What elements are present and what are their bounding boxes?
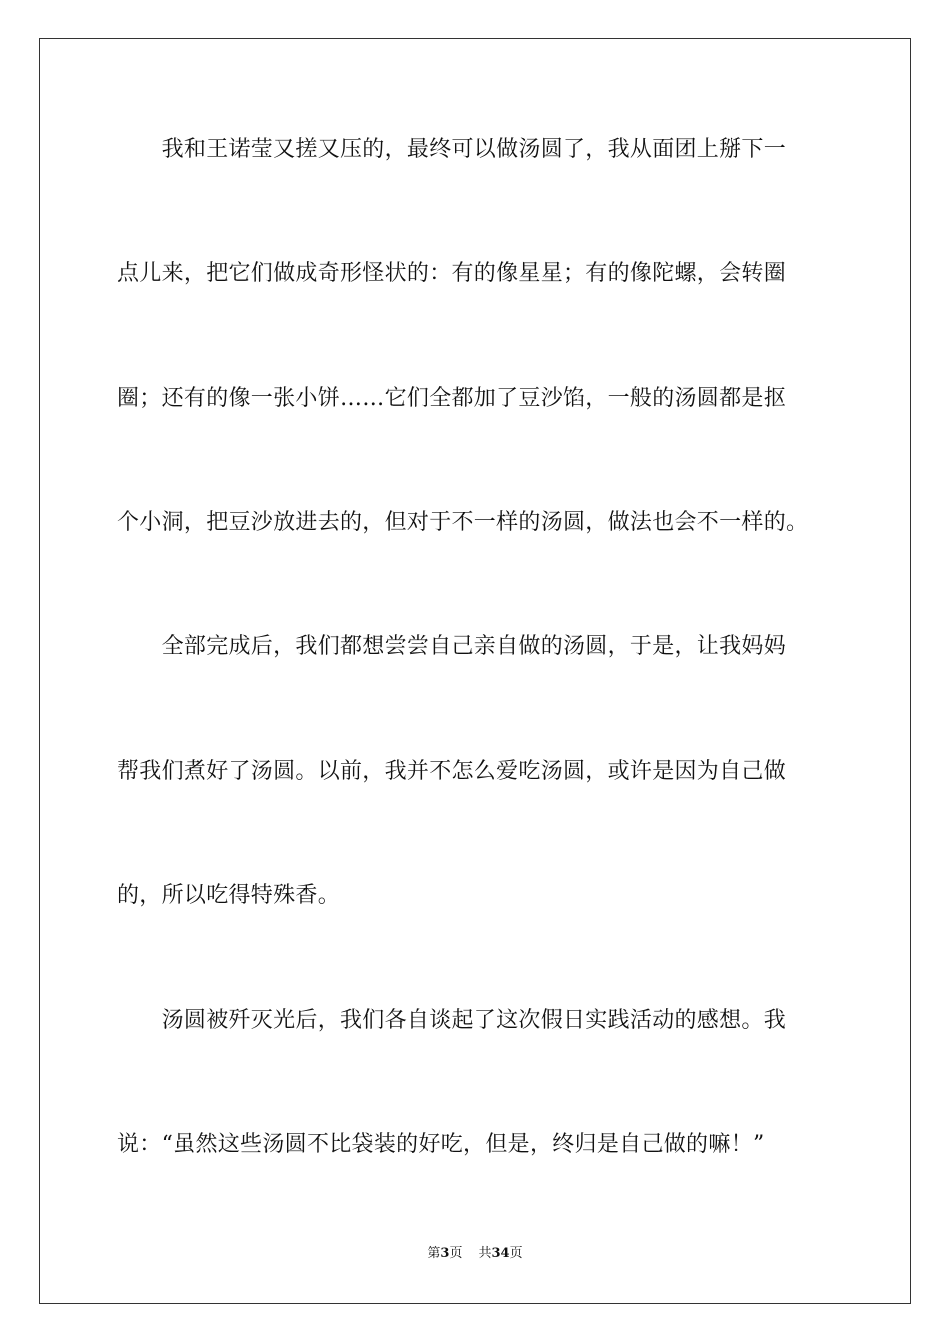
page-suffix: 页 bbox=[449, 1246, 463, 1261]
text-line: 全部完成后，我们都想尝尝自己亲自做的汤圆，于是，让我妈妈 bbox=[117, 634, 787, 659]
text-line: 汤圆被歼灭光后，我们各自谈起了这次假日实践活动的感想。我 bbox=[117, 1008, 787, 1033]
page-frame bbox=[39, 38, 911, 1304]
page-footer bbox=[0, 1245, 950, 1263]
text-line: 圈；还有的像一张小饼……它们全都加了豆沙馅，一般的汤圆都是抠 bbox=[117, 386, 787, 411]
text-line: 说：“虽然这些汤圆不比袋装的好吃，但是，终归是自己做的嘛！” bbox=[117, 1132, 765, 1157]
text-line: 个小洞，把豆沙放进去的，但对于不一样的汤圆，做法也会不一样的。 bbox=[117, 510, 809, 535]
text-line: 点儿来，把它们做成奇形怪状的：有的像星星；有的像陀螺，会转圈 bbox=[117, 261, 787, 286]
page-number: 3 bbox=[440, 1246, 450, 1261]
total-pages: 34 bbox=[491, 1246, 510, 1261]
total-suffix: 页 bbox=[509, 1246, 523, 1261]
text-line: 我和王诺莹又搓又压的，最终可以做汤圆了，我从面团上掰下一 bbox=[117, 137, 787, 162]
page-prefix: 第 bbox=[427, 1246, 441, 1261]
total-prefix: 共 bbox=[478, 1246, 492, 1261]
text-line: 帮我们煮好了汤圆。以前，我并不怎么爱吃汤圆，或许是因为自己做 bbox=[117, 759, 787, 784]
text-line: 的，所以吃得特殊香。 bbox=[117, 883, 341, 908]
